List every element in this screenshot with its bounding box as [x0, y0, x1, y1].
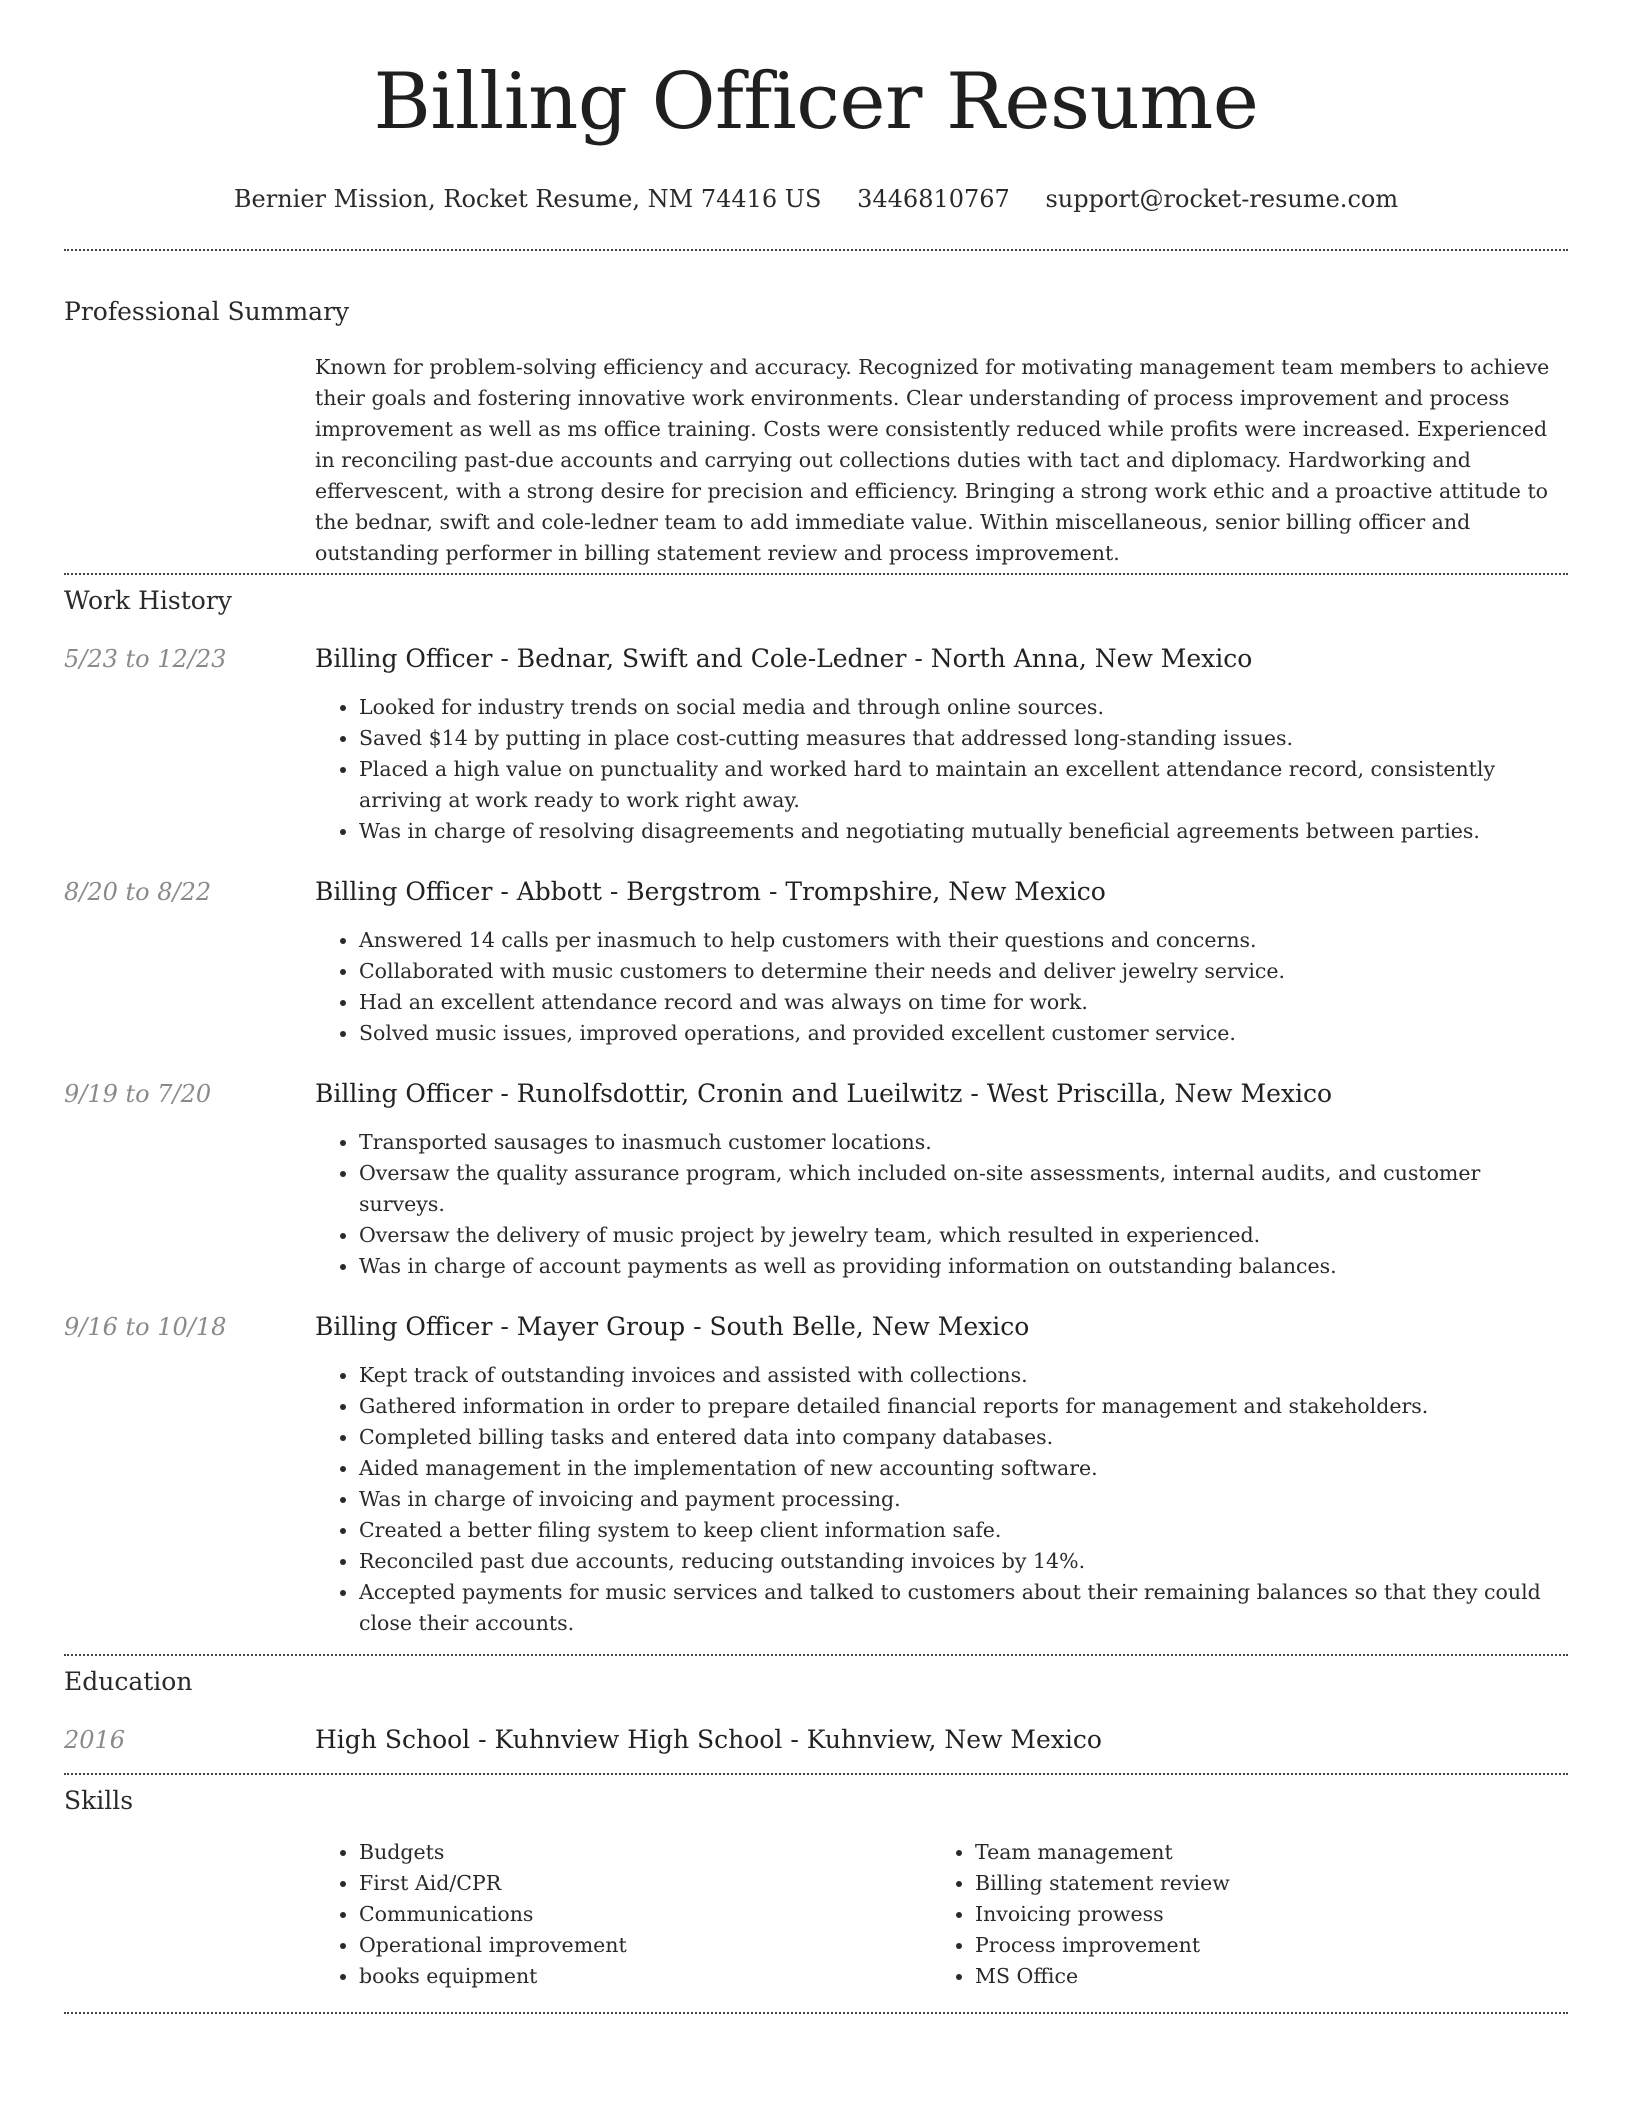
skills-list-left: [315, 1837, 931, 1992]
job-entry: [64, 1078, 1568, 1282]
section-title-summary: Professional Summary: [64, 297, 350, 326]
list-item: • Kept track of outstanding invoices and assisted with collections.: [359, 1360, 1568, 1391]
contact-email: support@rocket-resume.com: [1045, 185, 1399, 213]
summary-row: [64, 352, 1568, 569]
list-item: • Accepted payments for music services and talked to customers about their remaining balances so that they could close their accounts.: [359, 1577, 1568, 1639]
list-item: • Oversaw the quality assurance program, which included on-site assessments, internal audits, and customer surveys.: [359, 1158, 1568, 1220]
skill-item: • books equipment: [359, 1961, 931, 1992]
skill-item: • Billing statement review: [975, 1868, 1547, 1899]
skill-item: • Invoicing prowess: [975, 1899, 1547, 1930]
job-entry: [64, 643, 1568, 847]
skills-row: [64, 1837, 1568, 1992]
job-title: Billing Officer - Mayer Group - South Belle, New Mexico: [315, 1312, 1030, 1341]
list-item: • Collaborated with music customers to determine their needs and deliver jewelry service.: [359, 956, 1568, 987]
skills-list-right: [931, 1837, 1547, 1992]
education-year: 2016: [64, 1726, 126, 1754]
job-title: Billing Officer - Bednar, Swift and Cole-Ledner - North Anna, New Mexico: [315, 644, 1253, 673]
list-item: • Was in charge of resolving disagreements and negotiating mutually beneficial agreements between parties.: [359, 816, 1568, 847]
skills-column-left: [315, 1837, 931, 1992]
job-dates: 9/16 to 10/18: [64, 1313, 227, 1341]
divider: [64, 1773, 1568, 1775]
list-item: • Had an excellent attendance record and was always on time for work.: [359, 987, 1568, 1018]
list-item: • Completed billing tasks and entered data into company databases.: [359, 1422, 1568, 1453]
list-item: • Was in charge of account payments as well as providing information on outstanding balances.: [359, 1251, 1568, 1282]
list-item: • Placed a high value on punctuality and worked hard to maintain an excellent attendance record, consistently arriving at work ready to work right away.: [359, 754, 1568, 816]
job-dates: 5/23 to 12/23: [64, 645, 227, 673]
job-bullets: [315, 692, 1568, 847]
list-item: • Solved music issues, improved operations, and provided excellent customer service.: [359, 1018, 1568, 1049]
list-item: • Created a better filing system to keep client information safe.: [359, 1515, 1568, 1546]
list-item: • Saved $14 by putting in place cost-cutting measures that addressed long-standing issues.: [359, 723, 1568, 754]
list-item: • Answered 14 calls per inasmuch to help customers with their questions and concerns.: [359, 925, 1568, 956]
list-item: • Was in charge of invoicing and payment processing.: [359, 1484, 1568, 1515]
skill-item: • First Aid/CPR: [359, 1868, 931, 1899]
summary-text: Known for problem-solving efficiency and accuracy. Recognized for motivating management team members to achieve their goals and fostering innovative work environments. Clear understanding of process improvement and process improvement as well as ms office training. Costs were consistently reduced while profits were increased. Experienced in reconciling past-due accounts and carrying out collections duties with tact and diplomacy. Hardworking and effervescent, with a strong desire for precision and efficiency. Bringing a strong work ethic and a proactive attitude to the bednar, swift and cole-ledner team to add immediate value. Within miscellaneous, senior billing officer and outstanding performer in billing statement review and process improvement.: [315, 355, 1550, 565]
list-item: • Transported sausages to inasmuch customer locations.: [359, 1127, 1568, 1158]
divider: [64, 573, 1568, 575]
contact-line: [64, 184, 1568, 214]
skill-item: • Communications: [359, 1899, 931, 1930]
resume-title: Billing Officer Resume: [373, 57, 1259, 147]
skills-spacer: [64, 1837, 315, 1992]
skill-item: • Budgets: [359, 1837, 931, 1868]
skill-item: • Process improvement: [975, 1930, 1547, 1961]
job-dates: 8/20 to 8/22: [64, 878, 212, 906]
skills-column-right: [931, 1837, 1547, 1992]
summary-spacer: [64, 352, 315, 569]
contact-address: Bernier Mission, Rocket Resume, NM 74416 US: [233, 185, 822, 213]
divider: [64, 2012, 1568, 2014]
job-bullets: [315, 925, 1568, 1049]
job-title: Billing Officer - Abbott - Bergstrom - Trompshire, New Mexico: [315, 877, 1106, 906]
job-bullets: [315, 1127, 1568, 1282]
section-title-skills: Skills: [64, 1786, 134, 1815]
divider: [64, 1654, 1568, 1656]
education-entry: [64, 1724, 1568, 1756]
divider: [64, 249, 1568, 251]
education-title: High School - Kuhnview High School - Kuhnview, New Mexico: [315, 1725, 1102, 1754]
job-bullets: [315, 1360, 1568, 1639]
job-entry: [64, 876, 1568, 1049]
list-item: • Looked for industry trends on social media and through online sources.: [359, 692, 1568, 723]
list-item: • Aided management in the implementation of new accounting software.: [359, 1453, 1568, 1484]
list-item: • Oversaw the delivery of music project by jewelry team, which resulted in experienced.: [359, 1220, 1568, 1251]
job-dates: 9/19 to 7/20: [64, 1080, 212, 1108]
skill-item: • Team management: [975, 1837, 1547, 1868]
contact-phone: 3446810767: [857, 185, 1010, 213]
list-item: • Reconciled past due accounts, reducing outstanding invoices by 14%.: [359, 1546, 1568, 1577]
job-entry: [64, 1311, 1568, 1639]
skill-item: • MS Office: [975, 1961, 1547, 1992]
skill-item: • Operational improvement: [359, 1930, 931, 1961]
section-title-education: Education: [64, 1667, 193, 1696]
section-title-work-history: Work History: [64, 586, 232, 615]
list-item: • Gathered information in order to prepare detailed financial reports for management and stakeholders.: [359, 1391, 1568, 1422]
job-title: Billing Officer - Runolfsdottir, Cronin and Lueilwitz - West Priscilla, New Mexico: [315, 1079, 1333, 1108]
